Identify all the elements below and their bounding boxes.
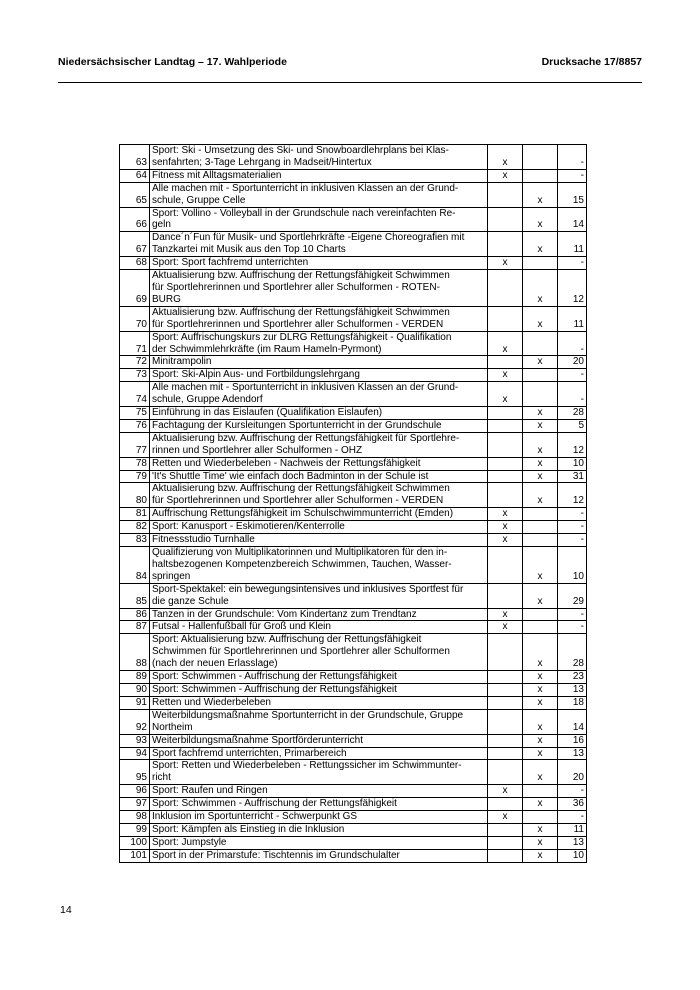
- row-count: 10: [558, 457, 587, 470]
- row-title: Einführung in das Eislaufen (Qualifikation Eislaufen): [150, 407, 488, 420]
- row-number: 100: [120, 836, 150, 849]
- row-number: 94: [120, 747, 150, 760]
- row-title: Weiterbildungsmaßnahme Sportförderunterricht: [150, 734, 488, 747]
- row-mark-a: [488, 432, 523, 457]
- row-mark-b: x: [523, 306, 558, 331]
- row-mark-b: x: [523, 798, 558, 811]
- row-mark-a: [488, 470, 523, 483]
- row-number: 69: [120, 270, 150, 307]
- row-mark-a: [488, 836, 523, 849]
- row-count: 11: [558, 823, 587, 836]
- table-row: [120, 382, 587, 407]
- row-number: 81: [120, 508, 150, 521]
- row-mark-b: [523, 608, 558, 621]
- header-divider: [58, 82, 642, 83]
- row-title: Auffrischung Rettungsfähigkeit im Schulschwimmunterricht (Emden): [150, 508, 488, 521]
- row-mark-b: [523, 811, 558, 824]
- row-count: -: [558, 169, 587, 182]
- row-number: 84: [120, 547, 150, 584]
- row-count: 23: [558, 671, 587, 684]
- row-count: -: [558, 621, 587, 634]
- row-mark-a: [488, 709, 523, 734]
- row-count: -: [558, 785, 587, 798]
- table-row: [120, 696, 587, 709]
- row-mark-b: [523, 257, 558, 270]
- row-mark-b: x: [523, 849, 558, 862]
- row-mark-a: x: [488, 508, 523, 521]
- row-title: Sport: Schwimmen - Auffrischung der Rettungsfähigkeit: [150, 798, 488, 811]
- row-count: -: [558, 521, 587, 534]
- row-count: 16: [558, 734, 587, 747]
- row-mark-a: x: [488, 811, 523, 824]
- row-mark-b: x: [523, 547, 558, 584]
- row-title: Inklusion im Sportunterricht - Schwerpunkt GS: [150, 811, 488, 824]
- row-mark-b: x: [523, 683, 558, 696]
- row-title: Sport: Jumpstyle: [150, 836, 488, 849]
- row-title: Sport: Raufen und Ringen: [150, 785, 488, 798]
- table-row: [120, 169, 587, 182]
- row-number: 80: [120, 483, 150, 508]
- row-mark-a: [488, 182, 523, 207]
- row-mark-a: [488, 407, 523, 420]
- table-row: [120, 207, 587, 232]
- table-row: [120, 470, 587, 483]
- table-row: [120, 369, 587, 382]
- row-mark-a: [488, 306, 523, 331]
- row-number: 88: [120, 634, 150, 671]
- row-mark-a: x: [488, 169, 523, 182]
- table-row: [120, 709, 587, 734]
- row-title: Retten und Wiederbeleben: [150, 696, 488, 709]
- row-count: 31: [558, 470, 587, 483]
- row-count: 10: [558, 849, 587, 862]
- row-count: -: [558, 608, 587, 621]
- row-count: -: [558, 145, 587, 170]
- row-title: Aktualisierung bzw. Auffrischung der Rettungsfähigkeit Schwimmen für Sportlehrerinnen und Sportlehrer aller Schulformen - ROTEN- BURG: [150, 270, 488, 307]
- row-number: 89: [120, 671, 150, 684]
- row-mark-a: [488, 823, 523, 836]
- row-mark-a: [488, 232, 523, 257]
- row-mark-b: x: [523, 823, 558, 836]
- row-number: 67: [120, 232, 150, 257]
- row-number: 78: [120, 457, 150, 470]
- row-number: 92: [120, 709, 150, 734]
- row-mark-b: [523, 369, 558, 382]
- row-mark-b: x: [523, 483, 558, 508]
- row-number: 86: [120, 608, 150, 621]
- document-number: Drucksache 17/8857: [541, 56, 642, 68]
- row-title: Minitrampolin: [150, 356, 488, 369]
- row-number: 65: [120, 182, 150, 207]
- row-count: 13: [558, 836, 587, 849]
- row-mark-a: x: [488, 145, 523, 170]
- row-mark-a: x: [488, 257, 523, 270]
- table-row: [120, 849, 587, 862]
- row-mark-a: [488, 683, 523, 696]
- row-mark-b: x: [523, 836, 558, 849]
- row-mark-b: [523, 382, 558, 407]
- table-row: [120, 608, 587, 621]
- row-mark-b: [523, 785, 558, 798]
- row-mark-a: x: [488, 534, 523, 547]
- row-title: Alle machen mit - Sportunterricht in inklusiven Klassen an der Grund- schule, Gruppe Celle: [150, 182, 488, 207]
- row-mark-b: x: [523, 356, 558, 369]
- table-row: [120, 734, 587, 747]
- row-number: 75: [120, 407, 150, 420]
- row-mark-b: x: [523, 734, 558, 747]
- course-table-body: [120, 145, 587, 863]
- row-title: Sport: Aktualisierung bzw. Auffrischung der Rettungsfähigkeit Schwimmen für Sportlehrerinnen und Sportlehrer aller Schulformen (nach der neuen Erlasslage): [150, 634, 488, 671]
- row-mark-a: [488, 747, 523, 760]
- row-title: Alle machen mit - Sportunterricht in inklusiven Klassen an der Grund- schule, Gruppe Adendorf: [150, 382, 488, 407]
- row-number: 82: [120, 521, 150, 534]
- document-header-title: Niedersächsischer Landtag – 17. Wahlperiode: [58, 56, 287, 68]
- row-count: -: [558, 534, 587, 547]
- row-title: Sport: Kanusport - Eskimotieren/Kenterrolle: [150, 521, 488, 534]
- table-row: [120, 836, 587, 849]
- row-mark-b: x: [523, 207, 558, 232]
- row-mark-a: [488, 696, 523, 709]
- row-number: 68: [120, 257, 150, 270]
- table-row: [120, 521, 587, 534]
- row-title: Sport in der Primarstufe: Tischtennis im Grundschulalter: [150, 849, 488, 862]
- row-mark-a: [488, 734, 523, 747]
- row-mark-a: [488, 547, 523, 584]
- table-row: [120, 547, 587, 584]
- row-count: 10: [558, 547, 587, 584]
- course-table: [119, 144, 587, 863]
- row-number: 83: [120, 534, 150, 547]
- table-row: [120, 257, 587, 270]
- table-row: [120, 634, 587, 671]
- row-mark-a: x: [488, 382, 523, 407]
- row-mark-b: x: [523, 419, 558, 432]
- page-number: 14: [60, 904, 72, 916]
- row-mark-a: [488, 798, 523, 811]
- row-title: Sport: Auffrischungskurs zur DLRG Rettungsfähigkeit - Qualifikation der Schwimmlehrkräfte (im Raum Hameln-Pyrmont): [150, 331, 488, 356]
- row-title: Sport: Sport fachfremd unterrichten: [150, 257, 488, 270]
- row-mark-b: x: [523, 696, 558, 709]
- row-title: Futsal - Hallenfußball für Groß und Klein: [150, 621, 488, 634]
- row-title: Weiterbildungsmaßnahme Sportunterricht in der Grundschule, Gruppe Northeim: [150, 709, 488, 734]
- row-number: 63: [120, 145, 150, 170]
- row-mark-a: x: [488, 608, 523, 621]
- row-number: 72: [120, 356, 150, 369]
- row-mark-a: [488, 634, 523, 671]
- row-count: 12: [558, 270, 587, 307]
- row-count: -: [558, 508, 587, 521]
- row-count: 11: [558, 306, 587, 331]
- row-mark-b: [523, 521, 558, 534]
- table-row: [120, 823, 587, 836]
- table-row: [120, 483, 587, 508]
- row-number: 71: [120, 331, 150, 356]
- row-mark-b: x: [523, 747, 558, 760]
- row-mark-b: [523, 621, 558, 634]
- table-row: [120, 306, 587, 331]
- table-row: [120, 671, 587, 684]
- row-number: 87: [120, 621, 150, 634]
- row-mark-b: x: [523, 182, 558, 207]
- row-title: Fitness mit Alltagsmaterialien: [150, 169, 488, 182]
- row-title: Fitnessstudio Turnhalle: [150, 534, 488, 547]
- table-row: [120, 457, 587, 470]
- row-number: 79: [120, 470, 150, 483]
- table-row: [120, 419, 587, 432]
- row-count: 13: [558, 747, 587, 760]
- row-number: 74: [120, 382, 150, 407]
- row-number: 95: [120, 760, 150, 785]
- row-title: Tanzen in der Grundschule: Vom Kindertanz zum Trendtanz: [150, 608, 488, 621]
- row-count: -: [558, 811, 587, 824]
- row-title: Sport: Ski-Alpin Aus- und Fortbildungslehrgang: [150, 369, 488, 382]
- row-count: -: [558, 331, 587, 356]
- row-number: 101: [120, 849, 150, 862]
- row-number: 77: [120, 432, 150, 457]
- row-mark-a: [488, 760, 523, 785]
- row-title: Aktualisierung bzw. Auffrischung der Rettungsfähigkeit Schwimmen für Sportlehrerinnen und Sportlehrer aller Schulformen - VERDEN: [150, 483, 488, 508]
- row-mark-a: x: [488, 331, 523, 356]
- row-title: 'It's Shuttle Time' wie einfach doch Badminton in der Schule ist: [150, 470, 488, 483]
- row-title: Sport: Schwimmen - Auffrischung der Rettungsfähigkeit: [150, 671, 488, 684]
- row-mark-a: [488, 483, 523, 508]
- row-mark-b: [523, 331, 558, 356]
- row-count: 29: [558, 583, 587, 608]
- row-mark-b: x: [523, 634, 558, 671]
- table-row: [120, 508, 587, 521]
- row-mark-b: [523, 508, 558, 521]
- row-title: Sport: Kämpfen als Einstieg in die Inklusion: [150, 823, 488, 836]
- table-row: [120, 407, 587, 420]
- table-row: [120, 811, 587, 824]
- row-mark-b: [523, 145, 558, 170]
- row-count: 20: [558, 760, 587, 785]
- row-mark-b: x: [523, 407, 558, 420]
- row-count: 18: [558, 696, 587, 709]
- table-row: [120, 182, 587, 207]
- row-number: 99: [120, 823, 150, 836]
- row-count: -: [558, 382, 587, 407]
- table-row: [120, 683, 587, 696]
- row-count: -: [558, 257, 587, 270]
- row-count: 28: [558, 407, 587, 420]
- row-mark-a: x: [488, 369, 523, 382]
- row-count: 12: [558, 483, 587, 508]
- table-row: [120, 798, 587, 811]
- row-number: 85: [120, 583, 150, 608]
- row-count: 14: [558, 709, 587, 734]
- row-count: 14: [558, 207, 587, 232]
- row-mark-a: x: [488, 621, 523, 634]
- row-title: Qualifizierung von Multiplikatorinnen und Multiplikatoren für den in- haltsbezogenen Kompetenzbereich Schwimmen, Tauchen, Wasser- springen: [150, 547, 488, 584]
- row-mark-b: x: [523, 470, 558, 483]
- row-number: 93: [120, 734, 150, 747]
- table-row: [120, 747, 587, 760]
- row-title: Sport: Vollino - Volleyball in der Grundschule nach vereinfachten Re- geln: [150, 207, 488, 232]
- table-row: [120, 232, 587, 257]
- row-mark-a: [488, 849, 523, 862]
- row-title: Fachtagung der Kursleitungen Sportunterricht in der Grundschule: [150, 419, 488, 432]
- table-row: [120, 270, 587, 307]
- row-mark-b: x: [523, 760, 558, 785]
- row-mark-a: x: [488, 785, 523, 798]
- row-mark-b: x: [523, 270, 558, 307]
- row-mark-b: x: [523, 671, 558, 684]
- table-row: [120, 331, 587, 356]
- row-mark-a: [488, 457, 523, 470]
- row-title: Aktualisierung bzw. Auffrischung der Rettungsfähigkeit Schwimmen für Sportlehrerinnen und Sportlehrer aller Schulformen - VERDEN: [150, 306, 488, 331]
- row-number: 97: [120, 798, 150, 811]
- row-mark-b: x: [523, 583, 558, 608]
- row-number: 66: [120, 207, 150, 232]
- row-count: 15: [558, 182, 587, 207]
- row-number: 73: [120, 369, 150, 382]
- row-mark-a: [488, 270, 523, 307]
- table-row: [120, 583, 587, 608]
- row-mark-b: x: [523, 709, 558, 734]
- row-title: Sport fachfremd unterrichten, Primarbereich: [150, 747, 488, 760]
- table-row: [120, 145, 587, 170]
- table-row: [120, 621, 587, 634]
- row-mark-a: [488, 419, 523, 432]
- table-row: [120, 432, 587, 457]
- row-title: Sport: Ski - Umsetzung des Ski- und Snowboardlehrplans bei Klas- senfahrten; 3-Tage Lehrgang in Madseit/Hintertux: [150, 145, 488, 170]
- row-count: 28: [558, 634, 587, 671]
- row-mark-b: [523, 534, 558, 547]
- row-title: Sport: Retten und Wiederbeleben - Rettungssicher im Schwimmunter- richt: [150, 760, 488, 785]
- row-count: 36: [558, 798, 587, 811]
- row-count: -: [558, 369, 587, 382]
- row-mark-a: [488, 671, 523, 684]
- row-mark-a: x: [488, 521, 523, 534]
- row-count: 20: [558, 356, 587, 369]
- row-title: Dance´n´Fun für Musik- und Sportlehrkräfte -Eigene Choreografien mit Tanzkartei mit Musik aus den Top 10 Charts: [150, 232, 488, 257]
- row-mark-a: [488, 207, 523, 232]
- table-row: [120, 356, 587, 369]
- row-title: Aktualisierung bzw. Auffrischung der Rettungsfähigkeit für Sportlehre- rinnen und Sportlehrer aller Schulformen - OHZ: [150, 432, 488, 457]
- row-number: 96: [120, 785, 150, 798]
- row-mark-b: x: [523, 457, 558, 470]
- table-row: [120, 534, 587, 547]
- row-number: 91: [120, 696, 150, 709]
- table-row: [120, 760, 587, 785]
- row-count: 5: [558, 419, 587, 432]
- row-title: Sport: Schwimmen - Auffrischung der Rettungsfähigkeit: [150, 683, 488, 696]
- row-mark-b: x: [523, 432, 558, 457]
- table-row: [120, 785, 587, 798]
- row-mark-a: [488, 356, 523, 369]
- row-mark-a: [488, 583, 523, 608]
- row-number: 64: [120, 169, 150, 182]
- row-number: 98: [120, 811, 150, 824]
- row-mark-b: x: [523, 232, 558, 257]
- row-title: Sport-Spektakel: ein bewegungsintensives und inklusives Sportfest für die ganze Schule: [150, 583, 488, 608]
- row-count: 13: [558, 683, 587, 696]
- row-title: Retten und Wiederbeleben - Nachweis der Rettungsfähigkeit: [150, 457, 488, 470]
- row-number: 90: [120, 683, 150, 696]
- row-count: 11: [558, 232, 587, 257]
- row-count: 12: [558, 432, 587, 457]
- row-number: 76: [120, 419, 150, 432]
- row-mark-b: [523, 169, 558, 182]
- row-number: 70: [120, 306, 150, 331]
